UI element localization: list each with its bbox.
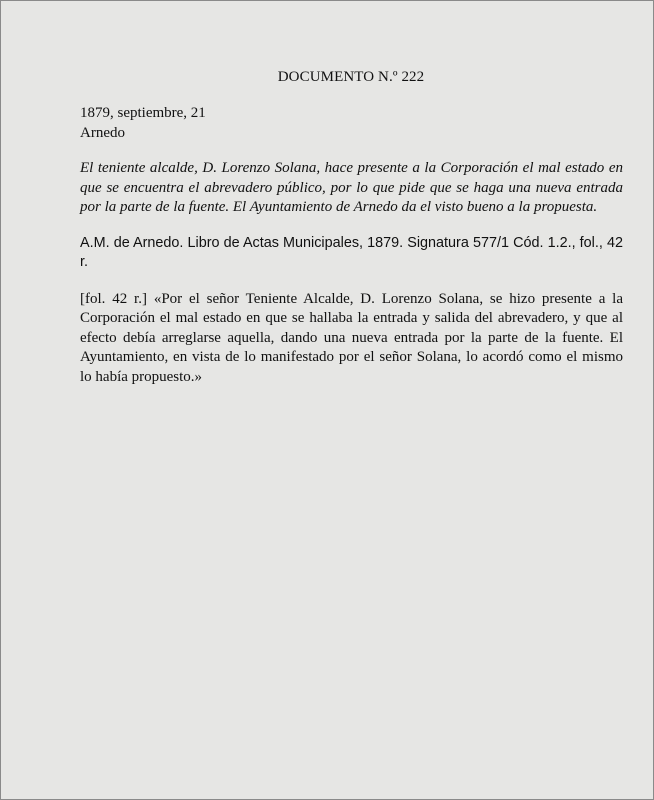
document-place: Arnedo (80, 124, 125, 141)
document-body (80, 104, 623, 387)
document-transcript (80, 290, 623, 388)
document-summary: El teniente alcalde, D. Lorenzo Solana, hace presente a la Corporación el mal estado en que se encuentra el abrevadero público, por lo que pide que se haga una nueva entrada por la parte de la fuente. El Ayuntamiento de Arnedo da el visto bueno a la propuesta. (80, 160, 623, 215)
document-date: 1879, septiembre, 21 (80, 105, 206, 121)
transcript-text: «Por el señor Teniente Alcalde, D. Lorenzo Solana, se hizo presente a la Corporación el mal estado en que se hallaba la entrada y salida del abrevadero, y que al efecto debía arreglarse aquella, dando una nueva entrada por la parte de la fuente. El Ayuntamiento, en vista de lo manifestado por el señor Solana, lo acordó como el mismo lo había propuesto.» (80, 290, 624, 385)
document-source: A.M. de Arnedo. Libro de Actas Municipales, 1879. Signatura 577/1 Cód. 1.2., fol., 42 r. (80, 234, 623, 270)
folio-marker: [fol. 42 r.] (80, 290, 147, 307)
document-title: DOCUMENTO N.º 222 (277, 69, 425, 85)
